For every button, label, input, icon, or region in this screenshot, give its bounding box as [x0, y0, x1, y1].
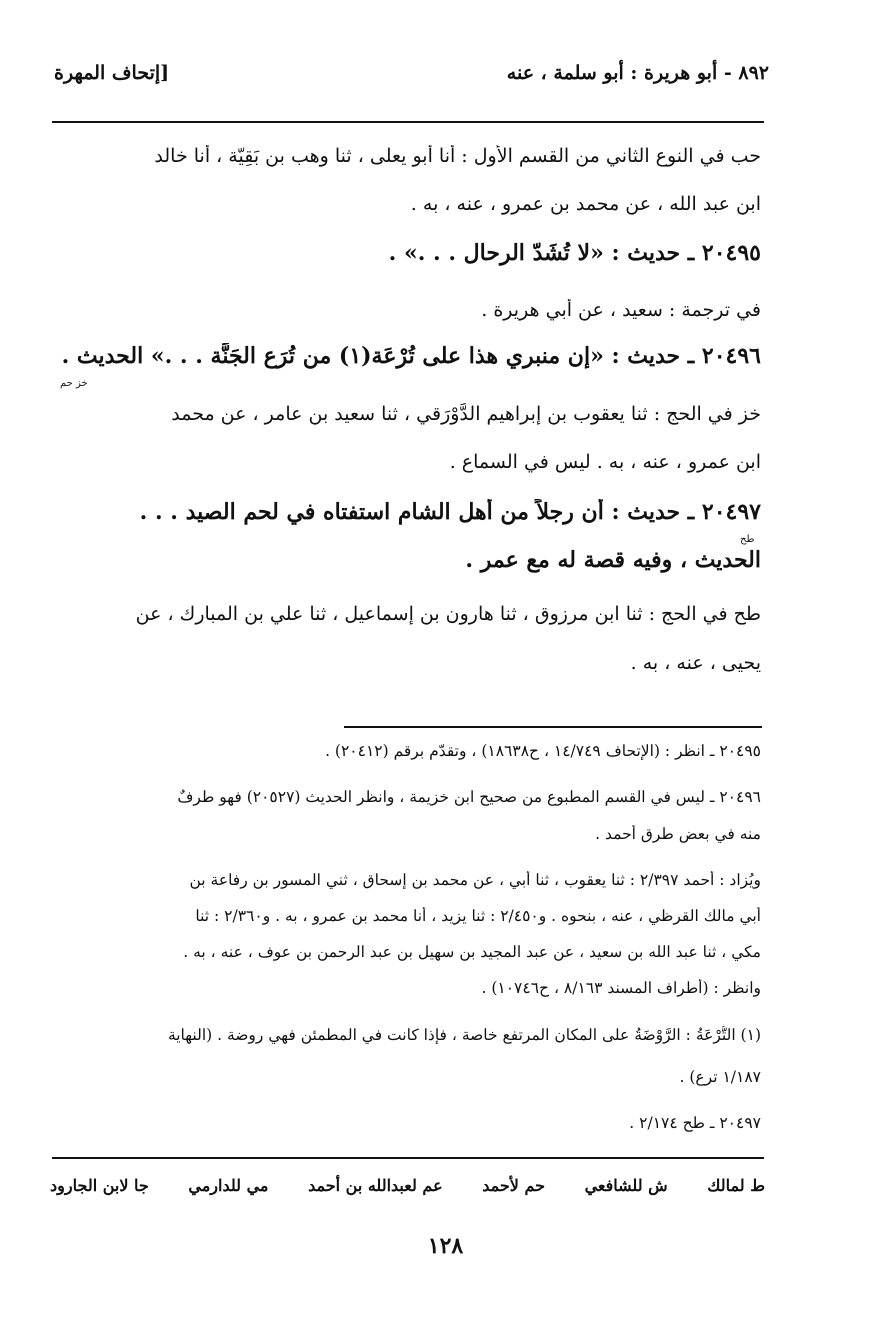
footnote-line: وانظر : (أطراف المسند ٨/١٦٣ ، ح١٠٧٤٦) .	[481, 979, 761, 997]
abbreviation-key	[50, 1176, 765, 1195]
body-line: يحيى ، عنه ، به .	[630, 652, 761, 674]
body-line: ابن عمرو ، عنه ، به . ليس في السماع .	[449, 451, 761, 473]
body-line: ابن عبد الله ، عن محمد بن عمرو ، عنه ، به .	[410, 193, 761, 215]
running-header-book: [إتحاف المهرة	[54, 62, 170, 84]
footnote-line: (١) التُّرْعَةُ : الرَّوْضَةُ على المكان المرتفع خاصة ، فإذا كانت في المطمئن فهي روضة . (النهاية	[167, 1026, 761, 1044]
body-line: طح في الحج : ثنا ابن مرزوق ، ثنا هارون بن إسماعيل ، ثنا علي بن المبارك ، عن	[135, 603, 761, 625]
body-line: في ترجمة : سعيد ، عن أبي هريرة .	[481, 299, 761, 321]
footnote-line: مكي ، ثنا عبد الله بن سعيد ، عن عبد المجيد بن سهيل بن عبد الرحمن بن عوف ، عنه ، به .	[183, 943, 761, 961]
body-line: حب في النوع الثاني من القسم الأول : أنا أبو يعلى ، ثنا وهب بن بَقِيّة ، أنا خالد	[154, 145, 761, 167]
abbreviation-divider	[52, 1157, 764, 1159]
hadith-heading: ٢٠٤٩٦ ـ حديث : «إن منبري هذا على تُرْعَة(١) من تُرَع الجَنَّة . . .» الحديث .	[61, 343, 761, 369]
footnote-line: ٢٠٤٩٧ ـ طح ٢/١٧٤ .	[629, 1114, 761, 1132]
footnote-line: ويُزاد : أحمد ٢/٣٩٧ : ثنا يعقوب ، ثنا أبي ، عن محمد بن إسحاق ، ثني المسور بن رفاعة بن	[189, 871, 761, 889]
margin-note: خز حم	[60, 378, 88, 389]
footnote-line: ٢٠٤٩٥ ـ انظر : (الإتحاف ١٤/٧٤٩ ، ح١٨٦٣٨) ، وتقدّم برقم (٢٠٤١٢) .	[325, 742, 761, 760]
abbreviation-item: ش للشافعي	[584, 1176, 668, 1195]
footnote-divider	[344, 726, 762, 728]
footnote-line: ٢٠٤٩٦ ـ ليس في القسم المطبوع من صحيح ابن خزيمة ، وانظر الحديث (٢٠٥٢٧) فهو طرفٌ	[177, 788, 761, 806]
footnote-line: منه في بعض طرق أحمد .	[595, 825, 761, 843]
hadith-heading: ٢٠٤٩٥ ـ حديث : «لا تُشَدّ الرحال . . .» .	[388, 240, 761, 266]
abbreviation-item: مي للدارمي	[188, 1176, 269, 1195]
hadith-heading: الحديث ، وفيه قصة له مع عمر .	[465, 547, 761, 573]
abbreviation-item: عم لعبدالله بن أحمد	[308, 1176, 443, 1195]
hadith-heading: ٢٠٤٩٧ ـ حديث : أن رجلاً من أهل الشام استفتاه في لحم الصيد . . .	[139, 499, 761, 525]
margin-note: طح	[740, 534, 755, 545]
footnote-line: أبي مالك القرظي ، عنه ، بنحوه . و٢/٤٥٠ : ثنا يزيد ، أنا محمد بن عمرو ، به . و٢/٣٦٠ : ثنا	[195, 907, 761, 925]
footnote-line: ١/١٨٧ ترع) .	[679, 1068, 761, 1086]
abbreviation-item: حم لأحمد	[482, 1176, 545, 1195]
body-line: خز في الحج : ثنا يعقوب بن إبراهيم الدَّوْرَقي ، ثنا سعيد بن عامر ، عن محمد	[171, 403, 761, 425]
abbreviation-item: جا لابن الجارود	[50, 1176, 149, 1195]
header-divider	[52, 121, 764, 123]
page-number: ١٢٨	[427, 1233, 464, 1259]
running-header-title: ٨٩٢ - أبو هريرة : أبو سلمة ، عنه	[506, 62, 769, 84]
abbreviation-item: ط لمالك	[707, 1176, 765, 1195]
